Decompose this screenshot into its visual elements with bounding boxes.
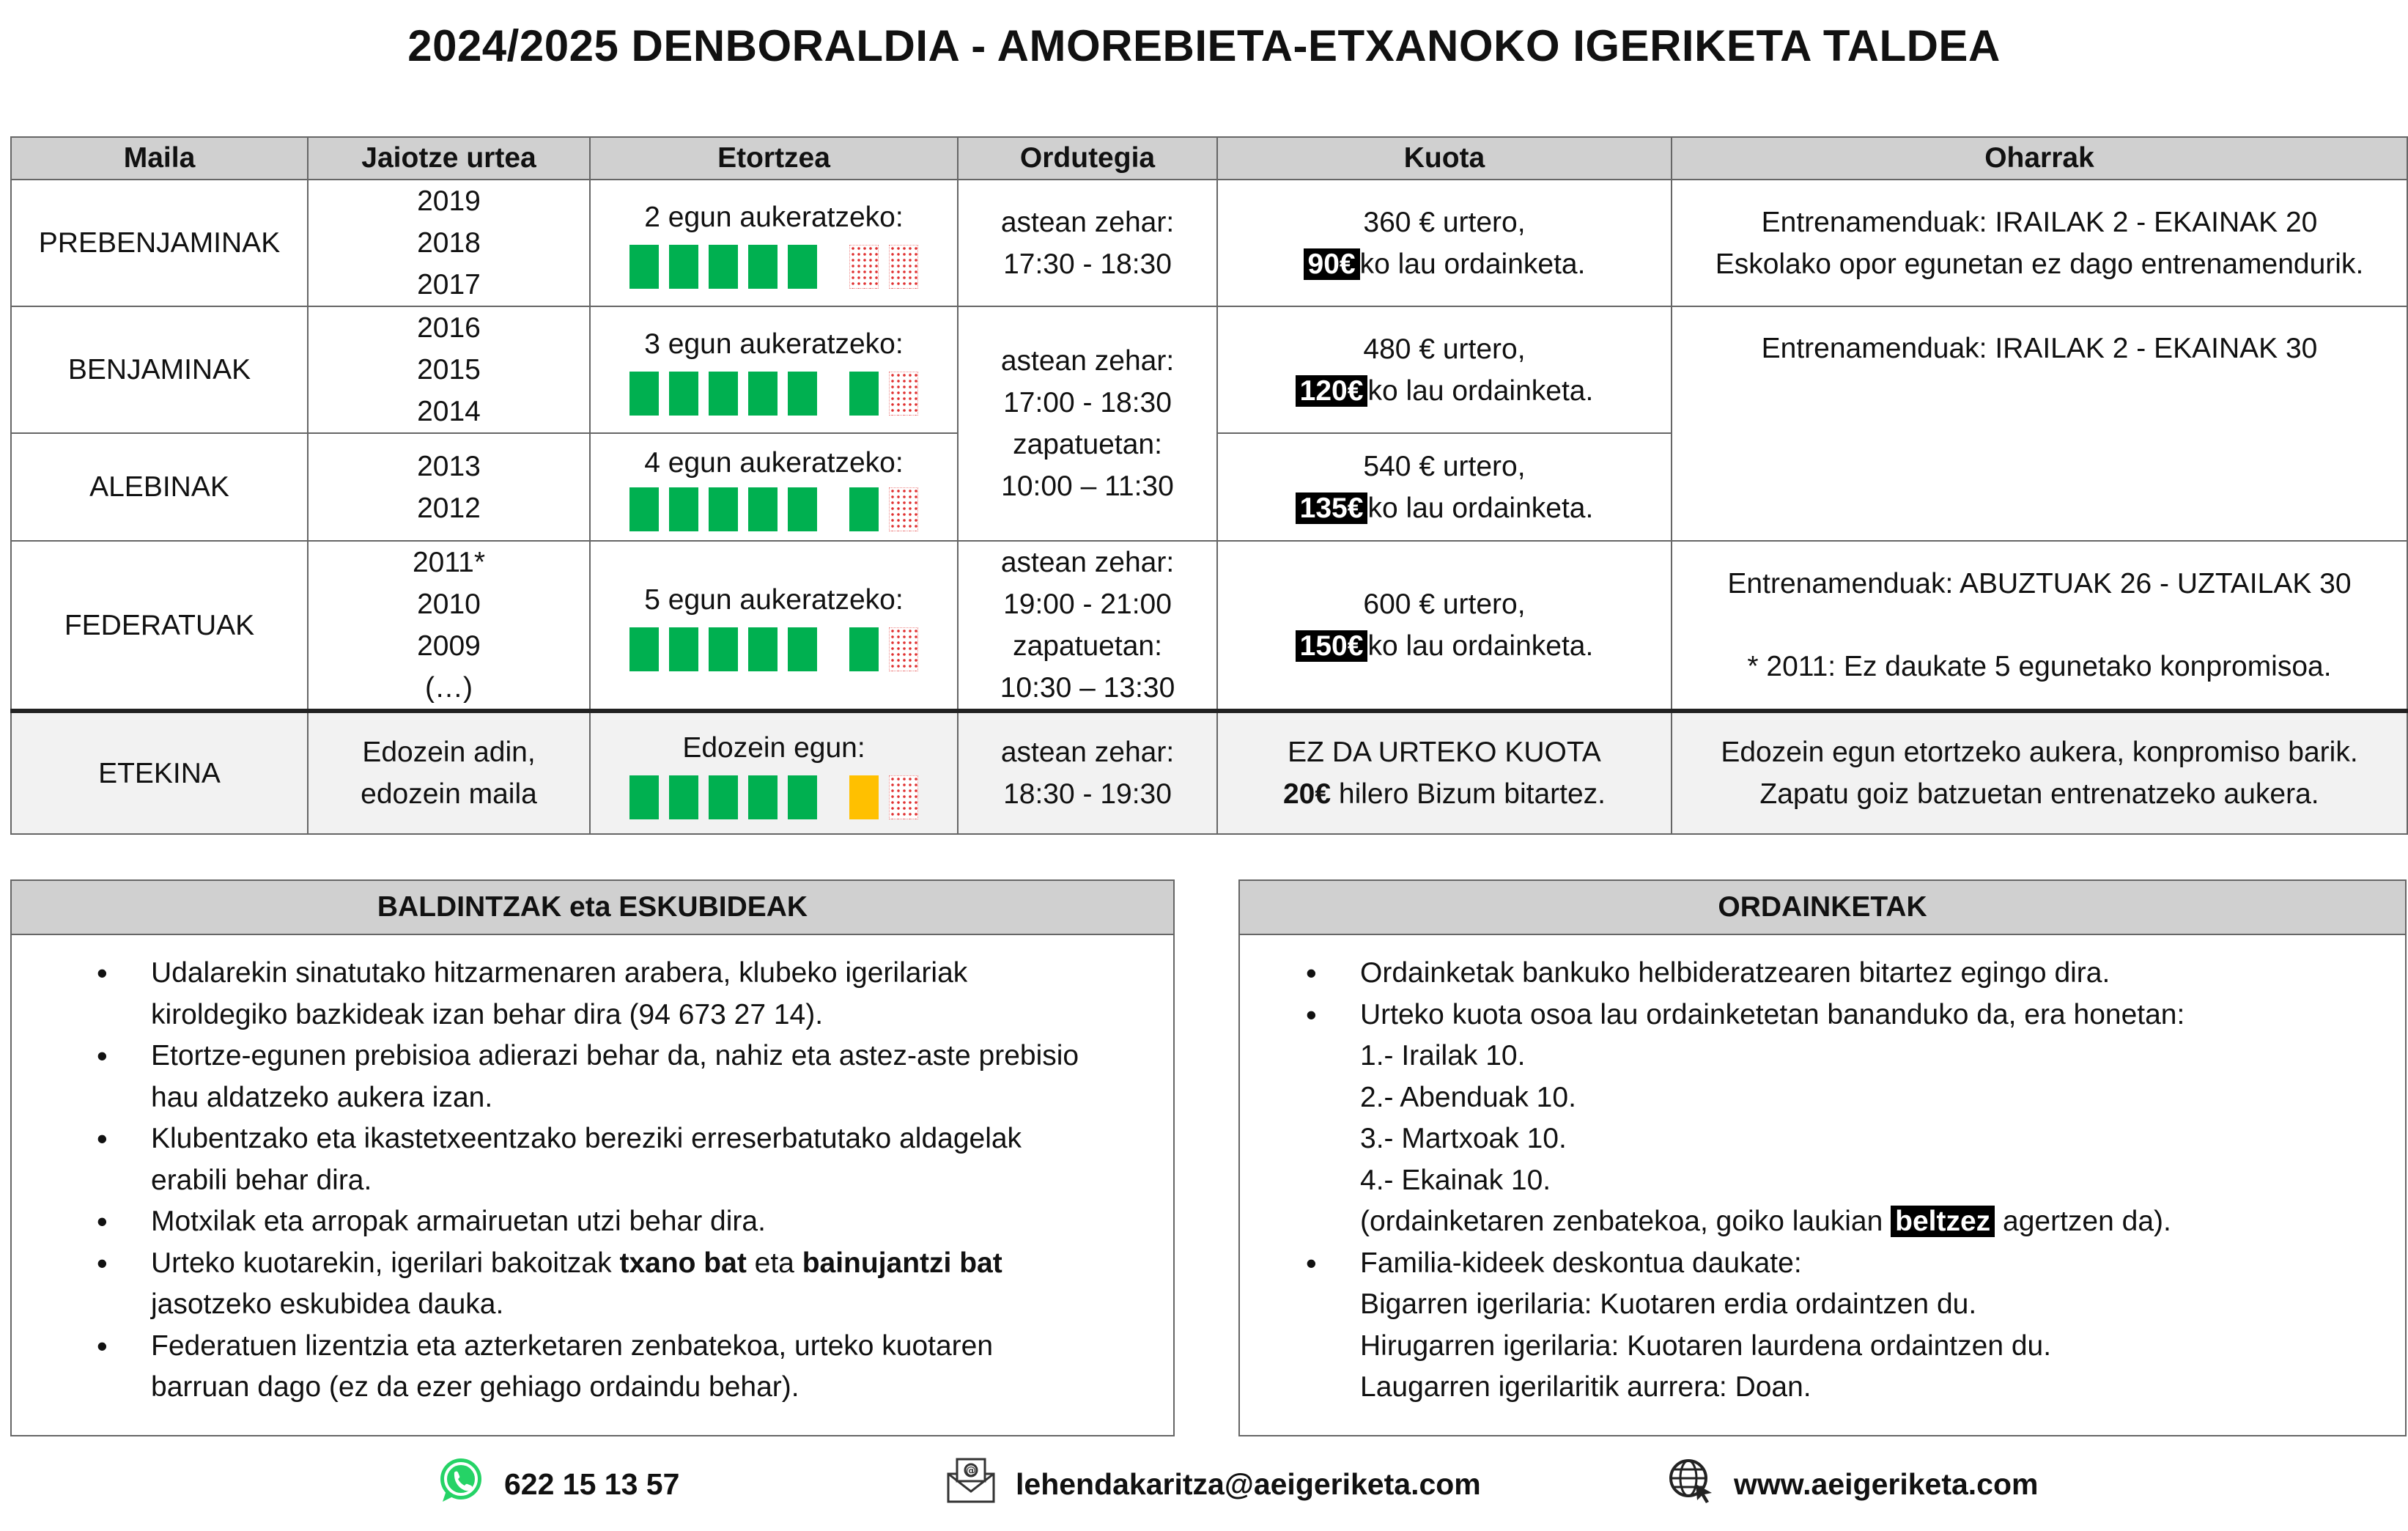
day-attend-square xyxy=(629,627,659,671)
item-line: • Urteko kuota osoa lau ordainketetan bananduko da, era honetan: xyxy=(1360,998,2185,1030)
list-item xyxy=(75,1036,1144,1118)
etortzea-cell xyxy=(590,306,958,433)
schedule-line: astean zehar: xyxy=(1000,345,1175,377)
etortzea-label: Edozein egun: xyxy=(682,731,865,764)
kuota-payment-highlight: 150€ xyxy=(1296,630,1368,662)
footer-web[interactable] xyxy=(1666,1451,2039,1517)
year: 2016 xyxy=(417,312,481,344)
etortzea-cell xyxy=(590,433,958,541)
list-item xyxy=(75,1201,1144,1243)
oharrak-cell xyxy=(1672,541,2407,711)
kuota-cell xyxy=(1217,306,1672,433)
note-line: Entrenamenduak: IRAILAK 2 - EKAINAK 30 xyxy=(1761,333,2318,364)
attendance-days xyxy=(595,371,953,416)
day-attend-square xyxy=(709,627,738,671)
day-none-square xyxy=(889,372,918,416)
year: 2009 xyxy=(417,630,481,662)
email-address: lehendakaritza@aeigeriketa.com xyxy=(1016,1467,1481,1501)
day-attend-square xyxy=(709,775,738,819)
item-bold: bainujantzi bat xyxy=(802,1247,1002,1279)
year: 2011* xyxy=(412,547,486,578)
day-attend-square xyxy=(849,487,879,531)
maila-cell: ALEBINAK xyxy=(11,433,308,541)
day-attend-square xyxy=(788,627,817,671)
day-attend-square xyxy=(629,487,659,531)
day-none-square xyxy=(849,245,879,289)
kuota-cell xyxy=(1217,180,1672,306)
col-header: Kuota xyxy=(1217,137,1672,180)
day-attend-square xyxy=(748,775,778,819)
attendance-days xyxy=(595,244,953,289)
note-line: Entrenamenduak: IRAILAK 2 - EKAINAK 20 xyxy=(1761,206,2318,238)
day-attend-square xyxy=(669,487,698,531)
kuota-payment-text: ko lau ordainketa. xyxy=(1367,630,1594,662)
etortzea-label: 5 egun aukeratzeko: xyxy=(644,583,904,616)
item-line: • Klubentzako eta ikastetxeentzako bereziki erreserbatutako aldagelak xyxy=(151,1123,1022,1154)
item-text: (ordainketaren zenbatekoa, goiko laukian xyxy=(1360,1206,1891,1237)
schedule-line: astean zehar: xyxy=(1000,547,1175,578)
day-attend-square xyxy=(748,627,778,671)
day-attend-square xyxy=(709,372,738,416)
svg-text:@: @ xyxy=(966,1465,976,1477)
note-line: * 2011: Ez daukate 5 egunetako konpromisoa. xyxy=(1747,651,2332,682)
kuota-cell xyxy=(1217,541,1672,711)
schedule-line: 19:00 - 21:00 xyxy=(1003,589,1172,620)
kuota-yearly: 360 € urtero, xyxy=(1363,206,1526,238)
footer-phone[interactable] xyxy=(437,1451,679,1517)
day-attend-square xyxy=(629,245,659,289)
email-icon xyxy=(945,1456,997,1512)
kuota-yearly: 600 € urtero, xyxy=(1363,589,1526,620)
ordutegia-cell xyxy=(958,711,1217,834)
oharrak-cell xyxy=(1672,711,2407,834)
day-none-square xyxy=(889,245,918,289)
item-text: Urteko kuotarekin, igerilari bakoitzak xyxy=(151,1247,620,1279)
day-attend-square xyxy=(709,487,738,531)
phone-number: 622 15 13 57 xyxy=(504,1467,680,1501)
day-attend-square xyxy=(669,627,698,671)
table-row xyxy=(11,180,2407,306)
day-attend-square xyxy=(629,775,659,819)
col-header: Ordutegia xyxy=(958,137,1217,180)
conditions-box xyxy=(10,879,1175,1436)
day-attend-square xyxy=(669,372,698,416)
kuota-monthly-amount: 20€ xyxy=(1282,778,1332,810)
day-attend-square xyxy=(748,372,778,416)
table-header-row xyxy=(11,137,2407,180)
years-cell xyxy=(308,541,590,711)
item-text: agertzen da). xyxy=(1995,1206,2171,1237)
kuota-payment-text: ko lau ordainketa. xyxy=(1367,492,1594,524)
etortzea-label: 3 egun aukeratzeko: xyxy=(644,328,904,360)
note-line: Entrenamenduak: ABUZTUAK 26 - UZTAILAK 30 xyxy=(1727,568,2352,600)
oharrak-cell xyxy=(1672,306,2407,541)
day-attend-square xyxy=(788,372,817,416)
globe-icon xyxy=(1666,1456,1715,1512)
note-line: Edozein egun etortzeko aukera, konpromiso barik. xyxy=(1721,737,2358,768)
item-line: Hirugarren igerilaria: Kuotaren laurdena ordaintzen du. xyxy=(1360,1329,2052,1362)
year: 2017 xyxy=(417,269,481,300)
item-line: • Udalarekin sinatutako hitzarmenaren arabera, klubeko igerilariak xyxy=(151,957,968,989)
item-line: • Familia-kideek deskontua daukate: xyxy=(1360,1247,1802,1279)
ordutegia-cell xyxy=(958,306,1217,541)
schedule-line: 18:30 - 19:30 xyxy=(1003,778,1172,810)
col-header: Oharrak xyxy=(1672,137,2407,180)
day-none-square xyxy=(889,627,918,671)
year: 2014 xyxy=(417,396,481,427)
year: 2013 xyxy=(417,450,481,482)
item-line: kiroldegiko bazkideak izan behar dira (94 673 27 14). xyxy=(151,998,824,1030)
item-line: Bigarren igerilaria: Kuotaren erdia ordaintzen du. xyxy=(1360,1288,1977,1320)
item-line: jasotzeko eskubidea dauka. xyxy=(151,1288,504,1320)
table-row xyxy=(11,306,2407,433)
page-title: 2024/2025 DENBORALDIA - AMOREBIETA-ETXANOKO IGERIKETA TALDEA xyxy=(407,21,2001,70)
item-line: Laugarren igerilaritik aurrera: Doan. xyxy=(1360,1371,1811,1403)
year: Edozein adin, xyxy=(362,737,536,768)
years-cell xyxy=(308,433,590,541)
etortzea-cell xyxy=(590,541,958,711)
day-attend-square xyxy=(788,775,817,819)
schedule-line: astean zehar: xyxy=(1000,737,1175,768)
oharrak-cell xyxy=(1672,180,2407,306)
kuota-yearly: 480 € urtero, xyxy=(1363,333,1526,365)
day-attend-square xyxy=(788,487,817,531)
kuota-payment-text: ko lau ordainketa. xyxy=(1367,375,1594,407)
payments-box xyxy=(1238,879,2407,1436)
maila-cell: ETEKINA xyxy=(11,711,308,834)
year: 2015 xyxy=(417,354,481,385)
kuota-payment-highlight: 135€ xyxy=(1296,492,1368,524)
kuota-cell xyxy=(1217,433,1672,541)
website-url: www.aeigeriketa.com xyxy=(1734,1467,2039,1501)
kuota-yearly: 540 € urtero, xyxy=(1363,450,1526,482)
list-item xyxy=(1284,995,2376,1243)
day-attend-square xyxy=(788,245,817,289)
etortzea-label: 2 egun aukeratzeko: xyxy=(644,202,904,233)
schedule-line: 10:30 – 13:30 xyxy=(1000,672,1175,704)
item-line: 2.- Abenduak 10. xyxy=(1360,1081,1576,1113)
ordutegia-cell xyxy=(958,180,1217,306)
day-attend-square xyxy=(709,245,738,289)
item-text: eta xyxy=(746,1247,802,1279)
etortzea-label: 4 egun aukeratzeko: xyxy=(644,447,904,479)
maila-cell: BENJAMINAK xyxy=(11,306,308,433)
day-none-square xyxy=(889,487,918,531)
years-cell xyxy=(308,306,590,433)
col-header: Etortzea xyxy=(590,137,958,180)
schedule-line: 17:30 - 18:30 xyxy=(1003,248,1172,280)
item-line: • Etortze-egunen prebisioa adierazi behar da, nahiz eta astez-aste prebisio xyxy=(151,1040,1079,1071)
item-line: hau aldatzeko aukera izan. xyxy=(151,1081,493,1113)
attendance-days xyxy=(595,487,953,532)
etortzea-cell xyxy=(590,180,958,306)
list-item xyxy=(75,1326,1144,1409)
schedule-line: zapatuetan: xyxy=(1013,630,1162,662)
item-bold: txano bat xyxy=(619,1247,747,1279)
footer-email[interactable] xyxy=(945,1451,1481,1517)
item-line: 1.- Irailak 10. xyxy=(1360,1040,1526,1071)
schedule-line: 17:00 - 18:30 xyxy=(1003,387,1172,418)
list-item xyxy=(75,1118,1144,1201)
day-attend-square xyxy=(748,245,778,289)
day-attend-square xyxy=(669,245,698,289)
table-row xyxy=(11,541,2407,711)
table-row xyxy=(11,711,2407,834)
list-item xyxy=(1284,1243,2376,1409)
item-line: 4.- Ekainak 10. xyxy=(1360,1164,1551,1196)
day-none-square xyxy=(889,775,918,819)
day-attend-square xyxy=(748,487,778,531)
kuota-yearly: EZ DA URTEKO KUOTA xyxy=(1288,737,1601,768)
years-cell xyxy=(308,180,590,306)
maila-cell: FEDERATUAK xyxy=(11,541,308,711)
note-line: Zapatu goiz batzuetan entrenatzeko aukera. xyxy=(1759,778,2319,810)
year: 2012 xyxy=(417,492,481,524)
year: (…) xyxy=(425,672,473,704)
kuota-payment-text: hilero Bizum bitartez. xyxy=(1331,778,1606,810)
ordutegia-cell xyxy=(958,541,1217,711)
list-item xyxy=(75,953,1144,1036)
day-attend-square xyxy=(669,775,698,819)
etortzea-cell xyxy=(590,711,958,834)
kuota-payment-text: ko lau ordainketa. xyxy=(1359,248,1586,280)
conditions-title: BALDINTZAK eta ESKUBIDEAK xyxy=(12,881,1173,935)
kuota-payment-highlight: 120€ xyxy=(1296,375,1368,407)
maila-cell: PREBENJAMINAK xyxy=(11,180,308,306)
item-line: • Motxilak eta arropak armairuetan utzi behar dira. xyxy=(151,1206,766,1237)
year: 2018 xyxy=(417,227,481,259)
item-line: 3.- Martxoak 10. xyxy=(1360,1123,1567,1154)
year: 2010 xyxy=(417,589,481,620)
attendance-days xyxy=(595,627,953,672)
item-line: erabili behar dira. xyxy=(151,1164,372,1196)
year: 2019 xyxy=(417,185,481,217)
kuota-cell xyxy=(1217,711,1672,834)
attendance-days xyxy=(595,775,953,820)
schedule-line: 10:00 – 11:30 xyxy=(1001,471,1174,502)
highlight-word: beltzez xyxy=(1891,1206,1995,1237)
schedule-table xyxy=(10,136,2408,835)
day-attend-square xyxy=(849,372,879,416)
day-attend-square xyxy=(849,627,879,671)
item-line: barruan dago (ez da ezer gehiago ordaindu behar). xyxy=(151,1371,799,1403)
list-item xyxy=(75,1243,1144,1326)
year: edozein maila xyxy=(361,778,537,810)
kuota-payment-highlight: 90€ xyxy=(1304,248,1360,280)
day-attend-square xyxy=(629,372,659,416)
schedule-line: astean zehar: xyxy=(1000,206,1175,238)
col-header: Jaiotze urtea xyxy=(308,137,590,180)
note-line: Eskolako opor egunetan ez dago entrenamendurik. xyxy=(1715,248,2364,280)
item-line: • Ordainketak bankuko helbideratzearen bitartez egingo dira. xyxy=(1360,957,2110,989)
item-line: • Federatuen lizentzia eta azterketaren zenbatekoa, urteko kuotaren xyxy=(151,1329,994,1362)
payments-title: ORDAINKETAK xyxy=(1240,881,2405,935)
list-item xyxy=(1284,953,2376,995)
schedule-line: zapatuetan: xyxy=(1013,429,1162,460)
col-header: Maila xyxy=(11,137,308,180)
whatsapp-icon xyxy=(437,1456,485,1512)
years-cell xyxy=(308,711,590,834)
day-optional-square xyxy=(849,775,879,819)
